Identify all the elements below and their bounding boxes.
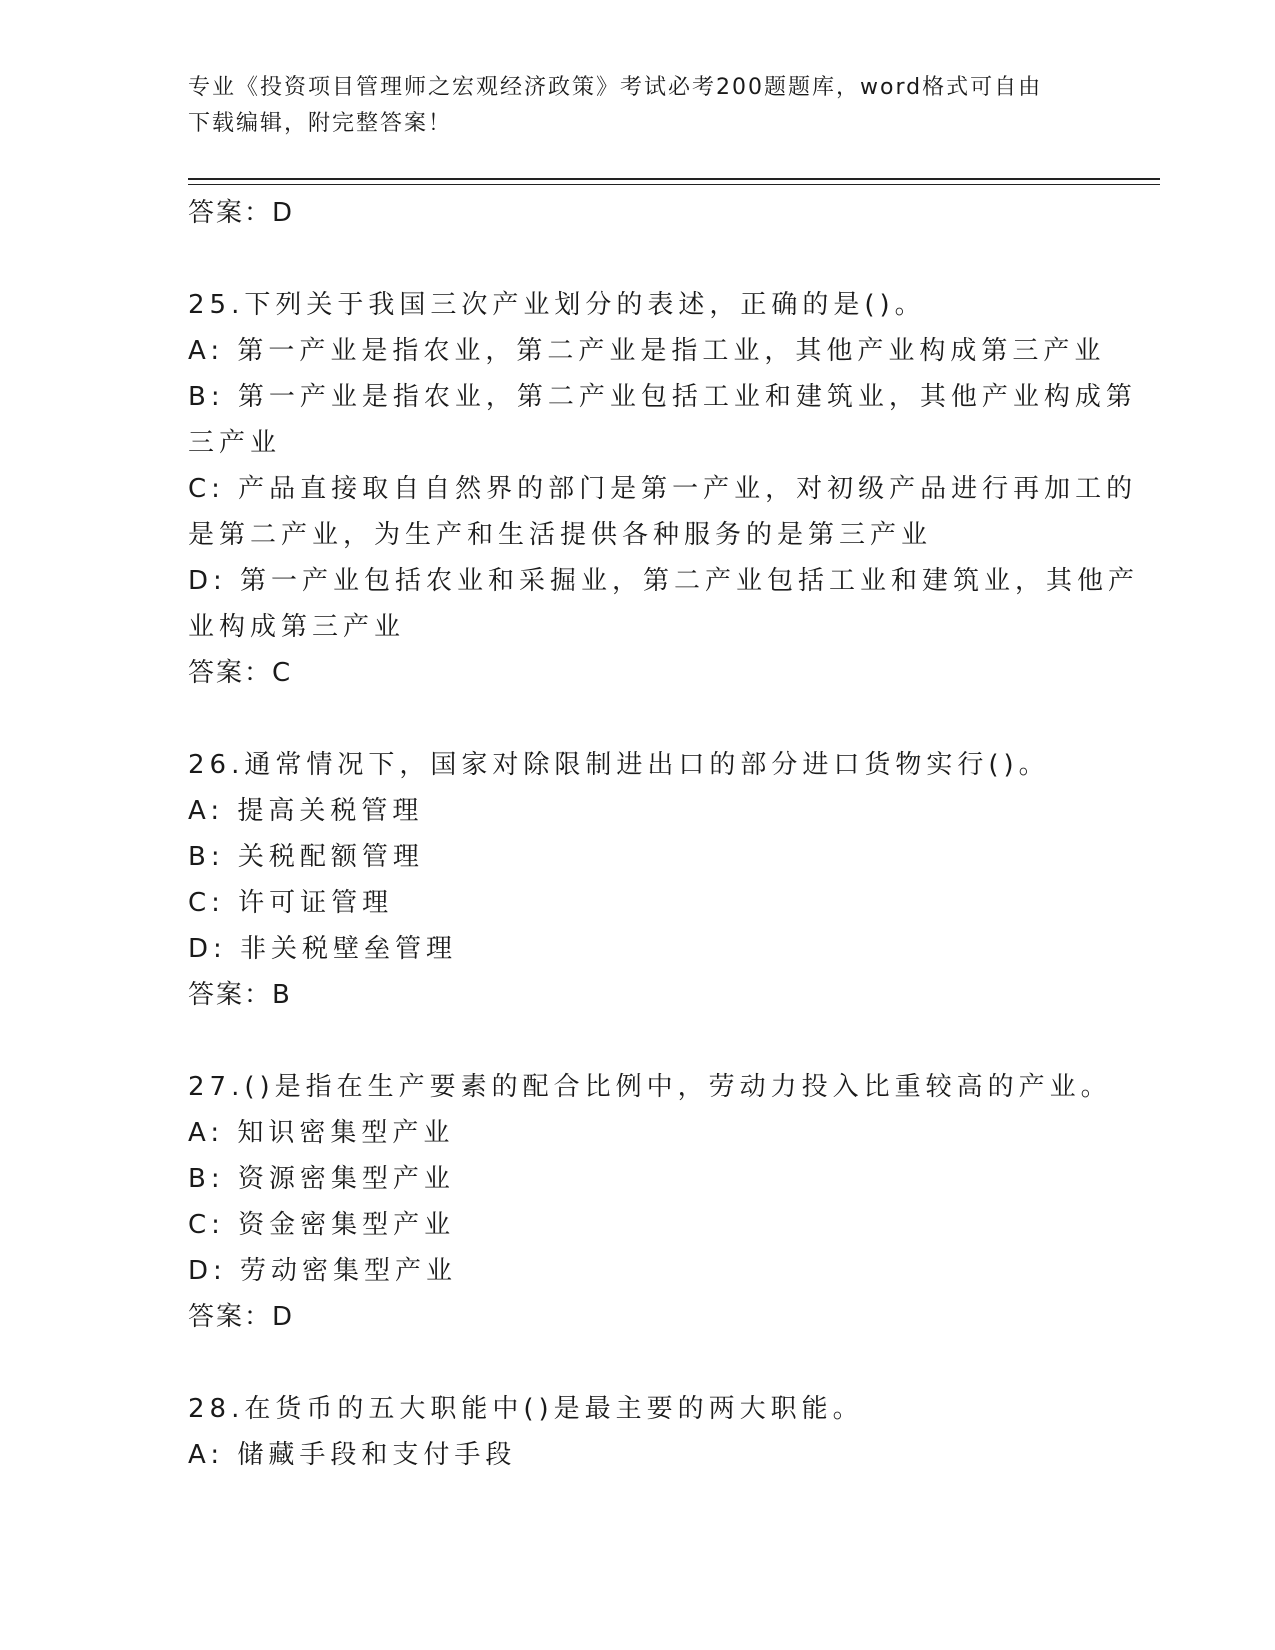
option-a: A: 第一产业是指农业，第二产业是指工业，其他产业构成第三产业 (188, 336, 1106, 366)
option-d: D: 第一产业包括农业和采掘业，第二产业包括工业和建筑业，其他产 (188, 566, 1140, 596)
answer-value: B (272, 980, 291, 1010)
answer-label: 答案： (188, 1302, 273, 1332)
question-25 (188, 282, 1140, 696)
option-a: A: 提高关税管理 (188, 796, 424, 826)
header-line-1: 专业《投资项目管理师之宏观经济政策》考试必考200题题库，word格式可自由 (188, 75, 1043, 100)
question-stem: 25.下列关于我国三次产业划分的表述，正确的是()。 (188, 290, 926, 320)
question-26 (188, 742, 1088, 1018)
option-a: A: 知识密集型产业 (188, 1118, 455, 1148)
question-stem: 27.()是指在生产要素的配合比例中，劳动力投入比重较高的产业。 (188, 1072, 1112, 1102)
answer-value: D (272, 198, 294, 228)
answer-26 (188, 972, 1088, 1018)
answer-value: D (272, 1302, 294, 1332)
option-b: B: 资源密集型产业 (188, 1164, 455, 1194)
answer-label: 答案： (188, 658, 273, 688)
question-stem: 28.在货币的五大职能中()是最主要的两大职能。 (188, 1394, 864, 1424)
option-d: D: 非关税壁垒管理 (188, 934, 458, 964)
option-c: C: 产品直接取自自然界的部门是第一产业，对初级产品进行再加工的 (188, 474, 1138, 504)
answer-value: C (272, 658, 292, 688)
option-d-cont: 业构成第三产业 (188, 612, 406, 642)
option-b: B: 关税配额管理 (188, 842, 424, 872)
header-divider-thin (188, 184, 1160, 185)
option-c: C: 许可证管理 (188, 888, 394, 918)
option-b-cont: 三产业 (188, 428, 282, 458)
document-header (188, 70, 1088, 142)
question-list (188, 190, 1140, 1478)
answer-27 (188, 1294, 1088, 1340)
option-b: B: 第一产业是指农业，第二产业包括工业和建筑业，其他产业构成第 (188, 382, 1137, 412)
answer-24 (188, 190, 1088, 236)
header-line-2: 下载编辑，附完整答案！ (188, 111, 453, 136)
option-a: A: 储藏手段和支付手段 (188, 1440, 517, 1470)
answer-label: 答案： (188, 980, 273, 1010)
question-stem: 26.通常情况下，国家对除限制进出口的部分进口货物实行()。 (188, 750, 1050, 780)
question-28 (188, 1386, 1088, 1478)
question-27 (188, 1064, 1112, 1340)
option-d: D: 劳动密集型产业 (188, 1256, 458, 1286)
option-c: C: 资金密集型产业 (188, 1210, 456, 1240)
answer-label: 答案： (188, 198, 273, 228)
header-divider-thick (188, 178, 1160, 180)
answer-25 (188, 650, 1088, 696)
option-c-cont: 是第二产业，为生产和生活提供各种服务的是第三产业 (188, 520, 933, 550)
